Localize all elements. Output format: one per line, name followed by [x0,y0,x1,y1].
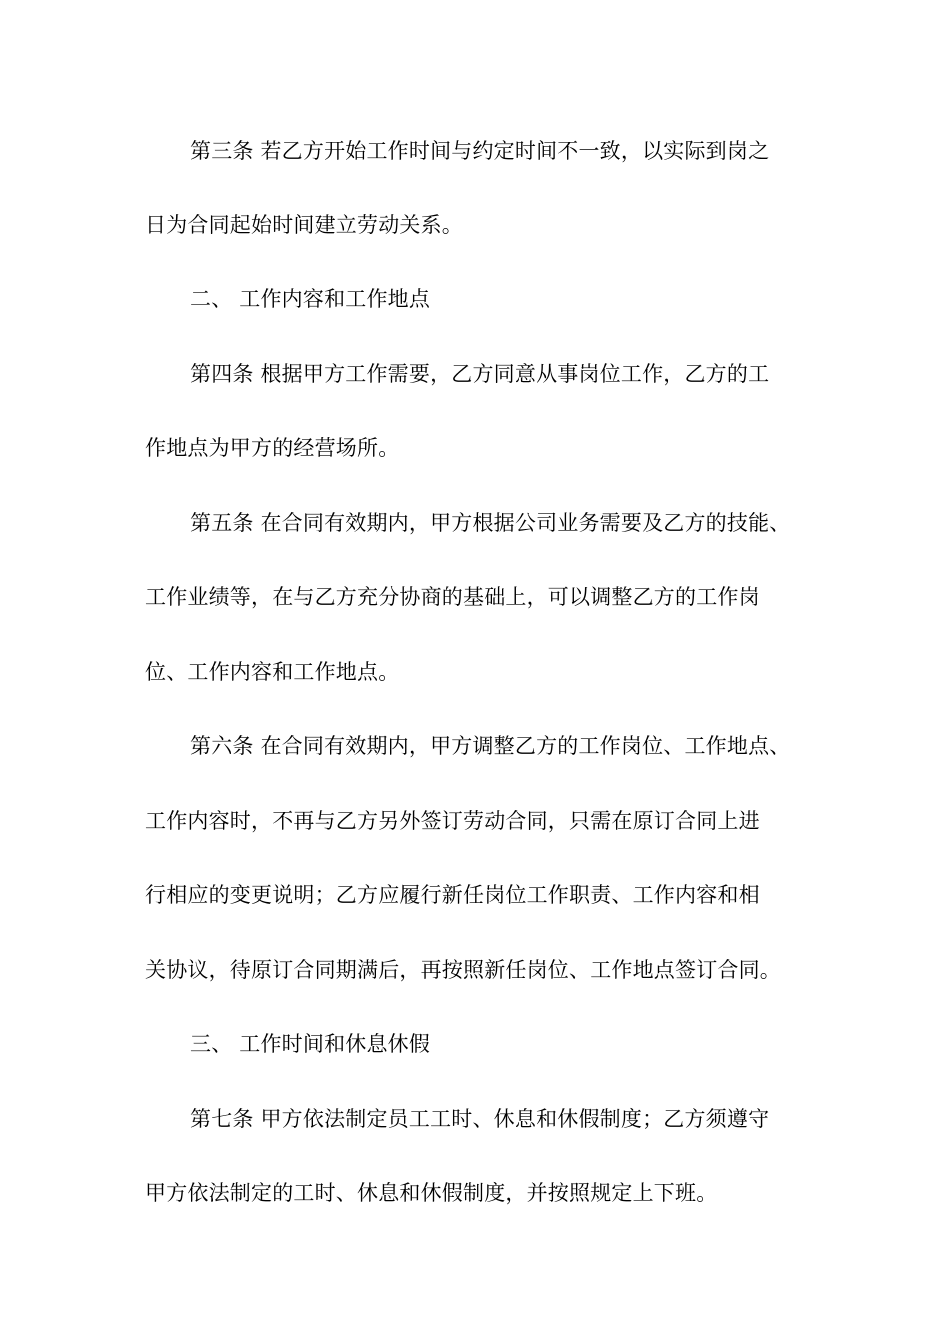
section-3-heading: 三、 工作时间和休息休假 [190,1032,431,1056]
section-2-heading: 二、 工作内容和工作地点 [190,287,431,311]
article-6-line-1: 第六条 在合同有效期内，甲方调整乙方的工作岗位、工作地点、 [190,734,791,758]
article-5-line-2: 工作业绩等，在与乙方充分协商的基础上，可以调整乙方的工作岗 [145,585,760,609]
article-5-line-3: 位、工作内容和工作地点。 [145,660,400,684]
article-6-line-3: 行相应的变更说明；乙方应履行新任岗位工作职责、工作内容和相 [145,883,760,907]
article-3-line-1: 第三条 若乙方开始工作时间与约定时间不一致，以实际到岗之 [190,139,770,163]
article-6-line-2: 工作内容时，不再与乙方另外签订劳动合同，只需在原订合同上进 [145,809,760,833]
article-7-line-1: 第七条 甲方依法制定员工工时、休息和休假制度；乙方须遵守 [190,1107,770,1131]
article-4-line-2: 作地点为甲方的经营场所。 [145,436,400,460]
article-6-line-4: 关协议，待原订合同期满后，再按照新任岗位、工作地点签订合同。 [145,958,781,982]
article-7-line-2: 甲方依法制定的工时、休息和休假制度，并按照规定上下班。 [145,1181,718,1205]
article-4-line-1: 第四条 根据甲方工作需要，乙方同意从事岗位工作，乙方的工 [190,362,770,386]
article-5-line-1: 第五条 在合同有效期内，甲方根据公司业务需要及乙方的技能、 [190,511,791,535]
article-3-line-2: 日为合同起始时间建立劳动关系。 [145,213,463,237]
